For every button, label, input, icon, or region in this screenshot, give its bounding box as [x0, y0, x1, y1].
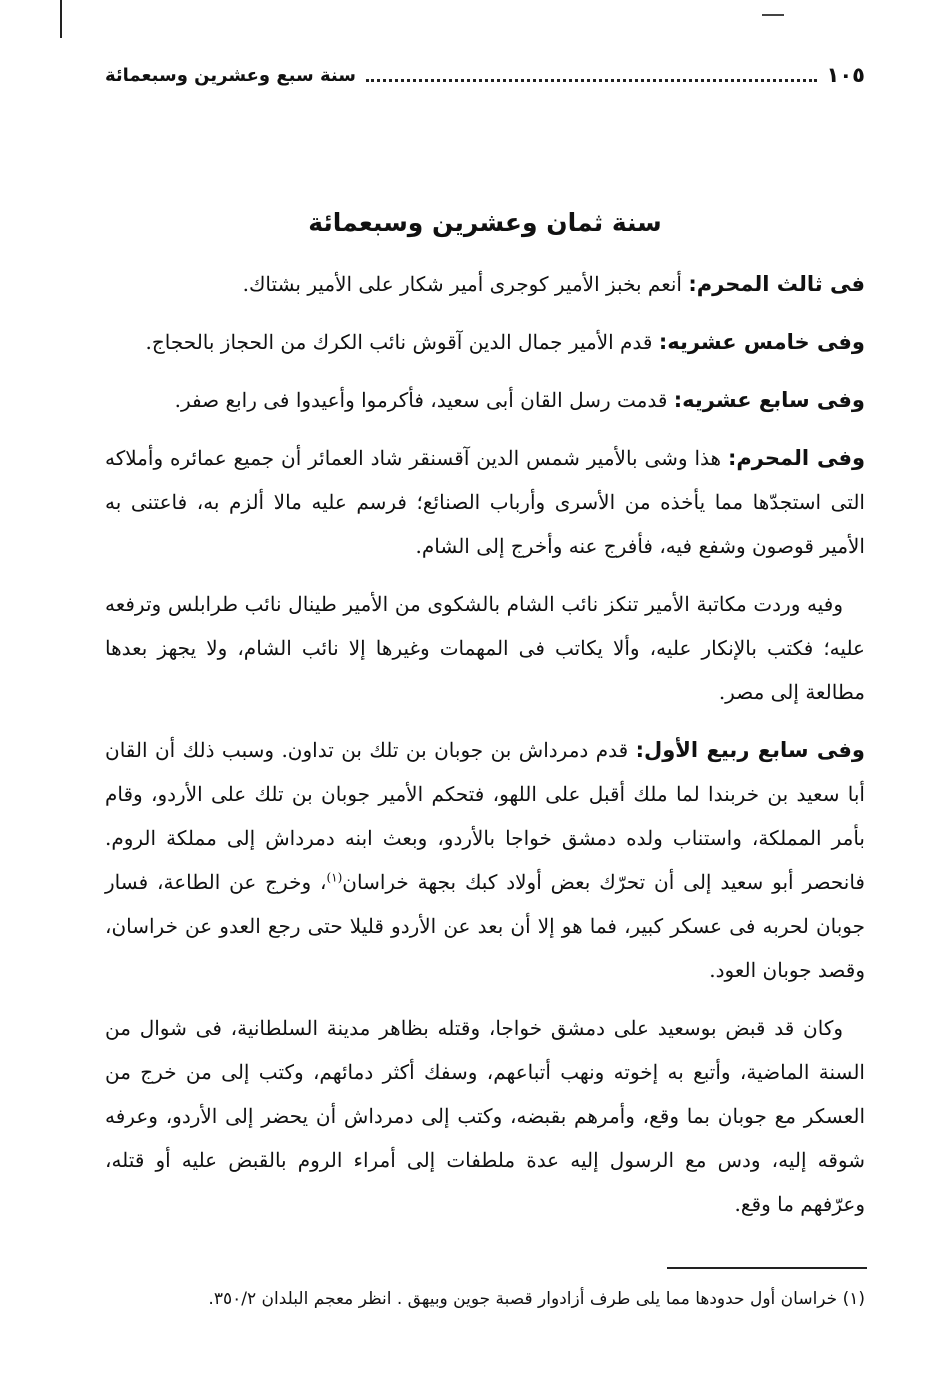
paragraph-3	[105, 378, 865, 422]
section-title: سنة ثمان وعشرين وسبعمائة	[308, 208, 662, 237]
footnote-ref[interactable]: (١)	[326, 870, 343, 885]
scan-edge-mark	[60, 0, 62, 38]
running-head-title: سنة سبع وعشرين وسبعمائة	[105, 64, 356, 86]
paragraph-lead: وفى المحرم:	[727, 446, 866, 470]
paragraph-7	[105, 1006, 865, 1226]
paragraph-6	[105, 728, 865, 992]
paragraph-lead: وفى خامس عشريه:	[658, 330, 865, 354]
dotted-leader	[366, 79, 817, 82]
page-number: ١٠٥	[826, 63, 865, 87]
paragraph-text-tail: ، وخرج عن الطاعة، فسار جوبان لحربه فى عسكر كبير، فما هو إلا أن بعد عن الأردو قليلا حتى رجع العدو عن خراسان، وقصد جوبان العود.	[105, 870, 865, 982]
running-head	[105, 58, 865, 92]
paragraph-1	[105, 262, 865, 306]
paragraph-text: وكان قد قبض بوسعيد على دمشق خواجا، وقتله بظاهر مدينة السلطانية، فى شوال من السنة الماضية، وأتبع به إخوته ونهب أتباعهم، وسفك أكثر دمائهم، وكتب إلى من خرج من العسكر مع جوبان بما وقع، وأمرهم بقبضه، وكتب إلى دمرداش أن يحضر إلى الأردو، وعرفه شوقه إليه، ودس مع الرسول إليه عدة ملطفات إلى أمراء الروم بالقبض عليه أو قتله، وعرّفهم ما وقع.	[105, 1016, 865, 1216]
top-dash-mark	[762, 14, 784, 16]
paragraph-lead: فى ثالث المحرم:	[688, 272, 865, 296]
footnote: (١) خراسان أول حدودها مما يلى طرف أزادوار قصبة جوين وبيهق . انظر معجم البلدان ٣٥٠/٢.	[208, 1289, 865, 1309]
paragraph-5	[105, 582, 865, 714]
paragraph-text: قدم الأمير جمال الدين آقوش نائب الكرك من الحجاز بالحجاج.	[145, 330, 659, 354]
paragraph-text: قدم دمرداش بن جوبان بن تلك بن تداون. وسبب ذلك أن القان أبا سعيد بن خربندا لما ملك أقبل على اللهو، فتحكم الأمير جوبان بن تلك على الأردو، وقام بأمر المملكة، واستناب ولده دمشق خواجا بالأردو، وبعث ابنه دمرداش إلى مملكة الروم. فانحصر أبو سعيد إلى أن تحرّك بعض أولاد كبك بجهة خراسان	[105, 738, 865, 894]
body-text	[105, 262, 865, 1240]
paragraph-lead: وفى سابع ربيع الأول:	[635, 738, 865, 762]
paragraph-2	[105, 320, 865, 364]
footnote-separator	[667, 1267, 867, 1269]
paragraph-text: أنعم بخبز الأمير كوجرى أمير شكار على الأمير بشتاك.	[242, 272, 689, 296]
paragraph-4	[105, 436, 865, 568]
paragraph-text: وفيه وردت مكاتبة الأمير تنكز نائب الشام بالشكوى من الأمير طينال نائب طرابلس وترفعه عليه؛ فكتب بالإنكار عليه، وألا يكاتب فى المهمات وغيرها إلا نائب الشام، ولا يجهز بعدها مطالعة إلى مصر.	[105, 592, 865, 704]
paragraph-lead: وفى سابع عشريه:	[673, 388, 865, 412]
paragraph-text: قدمت رسل القان أبى سعيد، فأكرموا وأعيدوا فى رابع صفر.	[174, 388, 674, 412]
paragraph-text: هذا وشى بالأمير شمس الدين آقسنقر شاد العمائر أن جميع عمائره وأملاكه التى استجدّها مما يأخذه من الأسرى وأرباب الصنائع؛ فرسم عليه مالا ألزم به، فاعتنى به الأمير قوصون وشفع فيه، فأفرج عنه وأخرج إلى الشام.	[105, 446, 865, 558]
